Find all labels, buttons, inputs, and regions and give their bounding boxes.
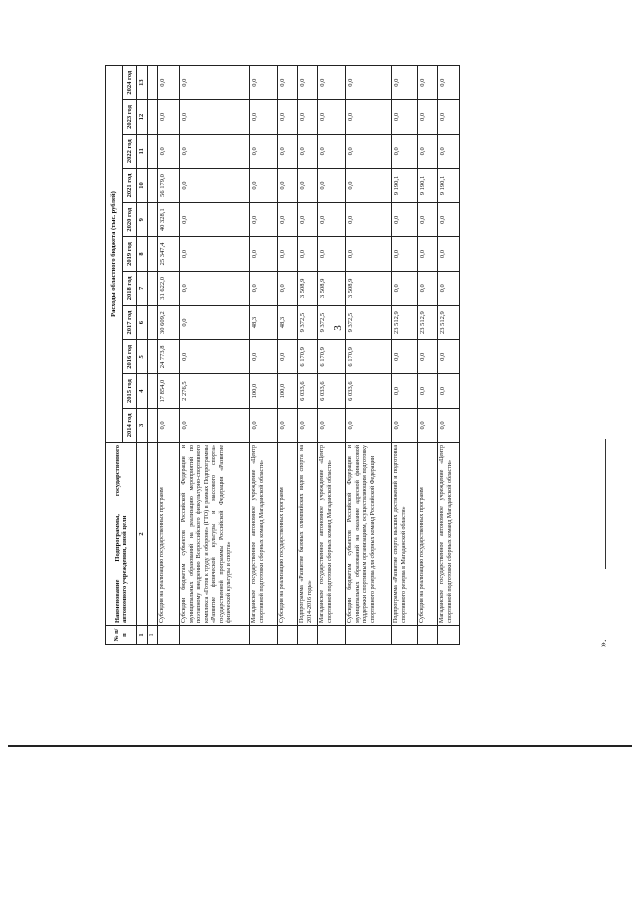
row-value: 3 508,9 (318, 271, 346, 305)
row-value: 0,0 (180, 305, 250, 339)
row-value: 6 170,9 (346, 340, 392, 374)
row-value: 31 622,0 (158, 271, 180, 305)
row-value: 0,0 (298, 203, 318, 237)
row-value: 0,0 (346, 168, 392, 202)
row-value: 3 508,9 (298, 271, 318, 305)
table-row (418, 66, 438, 645)
row-value: 6 033,6 (298, 374, 318, 408)
row-value: 23 512,9 (438, 305, 460, 339)
row-value: 9 190,1 (418, 168, 438, 202)
row-value: 0,0 (392, 408, 418, 442)
row-value: 6 170,9 (298, 340, 318, 374)
row-value: 0,0 (180, 66, 250, 100)
column-number: 8 (137, 237, 148, 271)
row-value (148, 340, 158, 374)
table-row (438, 66, 460, 645)
row-value (148, 100, 158, 134)
row-value (148, 305, 158, 339)
row-value: 0,0 (180, 340, 250, 374)
row-value: 0,0 (346, 66, 392, 100)
row-name: Магаданское государственное автономное учреждение «Центр спортивной подготовки сборных команд Магаданской области» (438, 443, 460, 626)
row-value: 0,0 (298, 168, 318, 202)
header-num: № п/п (106, 626, 137, 645)
row-number (158, 626, 180, 645)
column-number: 13 (137, 66, 148, 100)
row-value: 0,0 (298, 237, 318, 271)
row-value: 9 372,5 (318, 305, 346, 339)
row-value: 0,0 (278, 100, 298, 134)
row-value: 0,0 (180, 100, 250, 134)
row-value: 0,0 (318, 237, 346, 271)
header-year: 2022 год (123, 134, 137, 168)
row-value: 0,0 (418, 134, 438, 168)
row-value (148, 271, 158, 305)
table-row (278, 66, 298, 645)
row-value: 0,0 (418, 237, 438, 271)
column-number: 5 (137, 340, 148, 374)
row-value: 0,0 (278, 134, 298, 168)
row-value: 6 170,9 (318, 340, 346, 374)
row-value: 100,0 (278, 374, 298, 408)
table-row (298, 66, 318, 645)
rotated-table-container (105, 65, 609, 647)
row-value: 0,0 (418, 66, 438, 100)
column-number: 7 (137, 271, 148, 305)
table-row (158, 66, 180, 645)
row-value (148, 408, 158, 442)
row-value: 0,0 (250, 134, 278, 168)
row-value: 56 179,0 (158, 168, 180, 202)
row-value: 0,0 (158, 66, 180, 100)
header-year: 2023 год (123, 100, 137, 134)
row-value: 0,0 (180, 134, 250, 168)
row-value: 0,0 (346, 237, 392, 271)
row-name (148, 443, 158, 626)
table-row (148, 66, 158, 645)
row-value: 0,0 (346, 134, 392, 168)
row-value: 0,0 (438, 408, 460, 442)
row-value: 0,0 (318, 66, 346, 100)
row-value: 0,0 (318, 408, 346, 442)
row-value: 0,0 (250, 168, 278, 202)
header-year: 2014 год (123, 408, 137, 442)
row-value: 0,0 (346, 408, 392, 442)
row-value: 0,0 (418, 374, 438, 408)
row-value: 40 328,1 (158, 203, 180, 237)
row-name: Субсидия на реализацию государственных программ (418, 443, 438, 626)
row-value: 0,0 (180, 203, 250, 237)
row-name: Субсидия на реализацию государственных программ (278, 443, 298, 626)
row-value: 48,3 (250, 305, 278, 339)
row-value (148, 374, 158, 408)
row-value: 0,0 (392, 100, 418, 134)
row-value: 0,0 (418, 271, 438, 305)
row-value: 6 033,6 (318, 374, 346, 408)
table-row (180, 66, 250, 645)
row-value (148, 168, 158, 202)
column-number: 10 (137, 168, 148, 202)
row-value: 0,0 (158, 100, 180, 134)
column-number: 3 (137, 408, 148, 442)
row-number (318, 626, 346, 645)
row-number (438, 626, 460, 645)
row-value: 0,0 (278, 168, 298, 202)
row-value: 6 033,6 (346, 374, 392, 408)
row-number (346, 626, 392, 645)
row-value: 2 276,5 (180, 374, 250, 408)
row-value: 0,0 (278, 408, 298, 442)
row-number: 1 (148, 626, 158, 645)
row-value: 0,0 (438, 203, 460, 237)
row-value: 0,0 (392, 374, 418, 408)
row-value: 9 372,5 (346, 305, 392, 339)
row-name: Магаданское государственное автономное учреждение «Центр спортивной подготовки сборных команд Магаданской области» (250, 443, 278, 626)
row-value: 0,0 (438, 340, 460, 374)
closing-line (605, 439, 606, 569)
row-value: 0,0 (298, 408, 318, 442)
row-value: 0,0 (158, 134, 180, 168)
row-value: 0,0 (418, 203, 438, 237)
row-value: 0,0 (158, 408, 180, 442)
row-number (392, 626, 418, 645)
row-value: 0,0 (438, 100, 460, 134)
column-number: 1 (137, 626, 148, 645)
header-year: 2016 год (123, 340, 137, 374)
row-name: Субсидии бюджетам субъектов Российской Федерации и муниципальных образований на реализацию мероприятий по поэтапному внедрению Всероссийского физкультурно-спортивного комплекса «Готов к труду и обороне» (ГТО) в рамках Подпрограммы «Развитие физической культуры и массового спорта» государственной программы Российской Федерации «Развитие физической культуры и спорта» (180, 443, 250, 626)
row-value: 3 508,9 (346, 271, 392, 305)
row-value: 24 773,8 (158, 340, 180, 374)
row-value: 0,0 (180, 168, 250, 202)
row-name: Подпрограмма «Развитие базовых олимпийских видов спорта на 2014-2016 годы» (298, 443, 318, 626)
row-value: 0,0 (180, 237, 250, 271)
column-number: 9 (137, 203, 148, 237)
budget-table (105, 65, 460, 645)
row-value: 0,0 (298, 134, 318, 168)
row-name: Подпрограмма «Развитие спорта высших достижений и подготовка спортивного резерва в Магаданской области» (392, 443, 418, 626)
row-value: 0,0 (438, 134, 460, 168)
row-value: 0,0 (180, 408, 250, 442)
row-value: 0,0 (438, 66, 460, 100)
header-year: 2019 год (123, 237, 137, 271)
row-value: 25 347,4 (158, 237, 180, 271)
header-name: Наименование Подпрограммы, государственного автономного учреждения, вной цели (106, 443, 137, 626)
row-value: 0,0 (392, 66, 418, 100)
row-value: 0,0 (318, 203, 346, 237)
header-year: 2020 год (123, 203, 137, 237)
header-year: 2015 год (123, 374, 137, 408)
row-value: 0,0 (250, 66, 278, 100)
row-value: 23 512,9 (392, 305, 418, 339)
column-number: 12 (137, 100, 148, 134)
row-value: 0,0 (318, 100, 346, 134)
column-number: 4 (137, 374, 148, 408)
row-value: 9 190,1 (392, 168, 418, 202)
table-row (250, 66, 278, 645)
row-value: 0,0 (298, 66, 318, 100)
row-number (180, 626, 250, 645)
table-row (346, 66, 392, 645)
row-value: 0,0 (438, 237, 460, 271)
row-value (148, 237, 158, 271)
row-value: 0,0 (250, 408, 278, 442)
row-value: 0,0 (318, 134, 346, 168)
row-value: 23 512,9 (418, 305, 438, 339)
row-value: 0,0 (318, 168, 346, 202)
row-value: 0,0 (278, 66, 298, 100)
row-value: 0,0 (392, 237, 418, 271)
row-value: 0,0 (250, 340, 278, 374)
row-value: 9 190,1 (438, 168, 460, 202)
row-value (148, 203, 158, 237)
closing-quote: ». (598, 639, 609, 647)
row-value: 0,0 (250, 203, 278, 237)
row-value: 0,0 (278, 237, 298, 271)
header-year: 2021 год (123, 168, 137, 202)
row-value: 0,0 (392, 340, 418, 374)
header-expenses: Расходы областного бюджета (тыс. рублей) (106, 66, 123, 443)
row-value: 0,0 (250, 237, 278, 271)
row-value: 0,0 (438, 374, 460, 408)
row-value: 0,0 (278, 340, 298, 374)
row-value: 9 372,5 (298, 305, 318, 339)
row-value: 0,0 (278, 203, 298, 237)
row-value: 100,0 (250, 374, 278, 408)
row-value: 0,0 (250, 100, 278, 134)
row-value: 0,0 (392, 134, 418, 168)
row-name: Субсидия на реализацию государственных программ (158, 443, 180, 626)
row-value: 0,0 (346, 100, 392, 134)
row-value: 0,0 (438, 271, 460, 305)
row-value (148, 134, 158, 168)
row-name: Магаданское государственное автономное учреждение «Центр спортивной подготовки сборных команд Магаданской области» (318, 443, 346, 626)
row-value: 0,0 (418, 340, 438, 374)
row-value: 0,0 (392, 271, 418, 305)
header-year: 2018 год (123, 271, 137, 305)
row-value: 0,0 (250, 271, 278, 305)
row-name: Субсидии бюджетам субъектов Российской Федерации и муниципальных образований на оказание адресной финансовой поддержки спортивным организациям, осуществляющим подготовку спортивного резерва для сборных команд Российской Федерации (346, 443, 392, 626)
row-value: 0,0 (418, 100, 438, 134)
row-value: 17 854,0 (158, 374, 180, 408)
row-value: 30 609,2 (158, 305, 180, 339)
header-year: 2024 год (123, 66, 137, 100)
row-value: 0,0 (278, 271, 298, 305)
row-value (148, 66, 158, 100)
row-number (418, 626, 438, 645)
header-year: 2017 год (123, 305, 137, 339)
horizontal-rule (8, 745, 632, 747)
row-number (250, 626, 278, 645)
row-value: 0,0 (346, 203, 392, 237)
column-number: 6 (137, 305, 148, 339)
table-row (318, 66, 346, 645)
row-value: 0,0 (392, 203, 418, 237)
row-value: 0,0 (298, 100, 318, 134)
page-number: 3 (331, 325, 344, 331)
row-value: 48,3 (278, 305, 298, 339)
column-number: 2 (137, 443, 148, 626)
row-number (278, 626, 298, 645)
column-number: 11 (137, 134, 148, 168)
table-row (392, 66, 418, 645)
row-value: 0,0 (180, 271, 250, 305)
row-number (298, 626, 318, 645)
row-value: 0,0 (418, 408, 438, 442)
